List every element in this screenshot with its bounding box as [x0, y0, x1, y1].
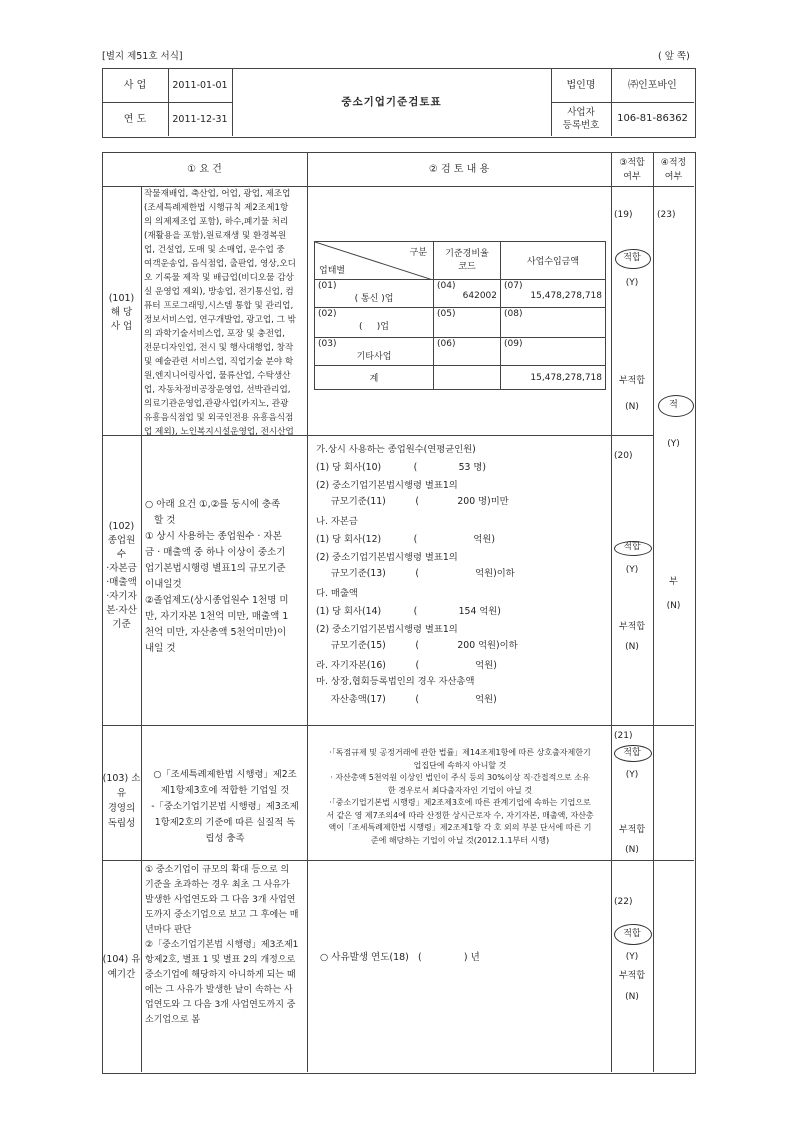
- s102-opt: 부: [669, 577, 678, 587]
- form-title: 중소기업기준검토표: [341, 96, 442, 108]
- s102-fit: 적합: [623, 542, 641, 552]
- s102-requirement: ○ 아래 요건 ①,②를 동시에 충족 할 것 ① 상시 사용하는 종업원수 · 자본 금 · 매출액 중 하나 이상이 중소기 업기본법시행령 별표1의 규모기준 이내일것 ②졸업제도(상시종업원수 1천명 미 만, 자기자본 1천억 미만, 매출액 1 천억 미만, 자산총액 5천억미만)이 내일 것: [145, 499, 289, 654]
- s102-unfit-n: (N): [625, 642, 639, 652]
- s104-review: ○ 사유발생 연도(18) ( ) 년: [320, 952, 480, 963]
- s104-fit: 적합: [623, 929, 641, 939]
- s102-fit-no: (20): [614, 451, 633, 461]
- period-end: 2011-12-31: [172, 114, 228, 125]
- s104-fit-no: (22): [614, 897, 633, 907]
- period-label-2: 연 도: [123, 114, 147, 125]
- s102-opt-y: (Y): [667, 439, 680, 449]
- s103-requirement: ○「조세특례제한법 시행령」제2조 제1항제3호에 적합한 기업일 것 -「중소기업기본법 시행령」제3조제 1항제2호의 기준에 따른 실질적 독 립성 충족: [151, 769, 299, 844]
- corp-name-label: 법인명: [566, 80, 596, 91]
- col-opt-header: ④적정: [660, 158, 687, 168]
- corp-name: ㈜인포바인: [628, 80, 677, 91]
- s101-label-1: (101): [108, 293, 135, 304]
- period-label-1: 사 업: [123, 80, 147, 91]
- s104-label-2: 예기간: [107, 969, 136, 980]
- form-label: [별지 제51호 서식]: [102, 51, 183, 62]
- s104-unfit-n: (N): [625, 992, 639, 1002]
- s102-label: (102) 종업원 수 ·자본금 ·매출액 ·자기자 본·자산 기준: [106, 521, 137, 630]
- period-start: 2011-01-01: [172, 80, 228, 91]
- s102-review: 가.상시 사용하는 종업원수(연평균인원) (1) 당 회사(10) ( 53 명) (2) 중소기업기본법시행령 별표1의 규모기준(11) ( 200 명)미만 나. 자본금 (1) 당 회사(12) ( 억원) (2) 중소기업기본법시행령 별표1의 규모기준(13) ( 억원)이하 다. 매출액 (1) 당 회사(14) ( 154 억원) (2) 중소기업기본법시행령 별표1의 규모기준(15) ( 200 억원)이하 라. 자기자본(16) ( 억원) 마. 상장,협회등록법인의 경우 자산총액 자산총액(17) ( 억원): [316, 444, 518, 705]
- s103-fit-y: (Y): [625, 770, 639, 780]
- reg-label-1: 사업자: [567, 107, 595, 118]
- s102-unfit: 부적합: [618, 622, 646, 632]
- s101-label-3: 사 업: [110, 321, 133, 332]
- s101-label-2: 해 당: [110, 307, 133, 318]
- s102-fit-y: (Y): [625, 565, 639, 575]
- s104-requirement: ① 중소기업이 규모의 확대 등으로 의 기준을 초과하는 경우 최초 그 사유가 발생한 사업연도와 그 다음 3개 사업연 도까지 중소기업으로 보고 그 후에는 매 년마다 판단 ②「중소기업기본법 시행령」제3조제1 항제2호, 별표 1 및 별표 2의 개정으로 중소기업에 해당하지 아니하게 되는 때 에는 그 사유가 발생한 날이 속하는 사 업연도와 그 다음 3개 사업연도까지 중 소기업으로 봄: [145, 865, 299, 1025]
- col-fit-header: ③적합: [619, 158, 645, 168]
- s101-fit-y: (Y): [625, 278, 639, 288]
- s101-fit-no: (19): [614, 210, 633, 220]
- s104-fit-y: (Y): [625, 952, 639, 962]
- col-fit-header-2: 여부: [623, 172, 641, 182]
- s103-fit-no: (21): [614, 731, 633, 741]
- s103-review: ·「독점규제 및 공정거래에 관한 법률」제14조제1항에 따른 상호출자제한기 업집단에 속하지 아니할 것 · 자산총액 5천억원 이상인 법인이 주식 등의 30%이상 직·간접적으로 소유 한 경우로서 최다출자자인 기업이 아닐 것 ·「중소기업기본법 시행령」제2조제3호에 따른 관계기업에 속하는 기업으로 서 같은 영 제7조의4에 따라 산정한 상시근로자 수, 자기자본, 매출액, 자산총 액이「조세특례제한법 시행령」제2조제1항 각 호 외의 부분 단서에 따른 기 준에 해당하는 기업이 아닐 것(2012.1.1부터 시행): [326, 748, 594, 845]
- page-side-label: ( 앞 쪽): [658, 51, 690, 62]
- s103-fit: 적합: [623, 748, 641, 758]
- s101-unfit: 부적합: [618, 376, 646, 386]
- s101-requirement: 작물재배업, 축산업, 어업, 광업, 제조업 (조세특례제한법 시행규칙 제2조제1항 의 의제제조업 포함), 하수,폐기물 처리 (재활용을 포함),원료재생 및 환경복원 업, 건설업, 도매 및 소매업, 운수업 중 여객운송업, 음식점업, 출판업, 영상,오디 오 기록물 제작 및 배급업(비디오물 감상 실 운영업 제외), 방송업, 전기통신업, 컴 퓨터 프로그래밍,시스템 통합 및 관리업, 정보서비스업, 연구개발업, 광고업, 그 밖 의 과학기술서비스업, 포장 및 충전업, 전문디자인업, 전시 및 행사대행업, 창작 및 예술관련 서비스업, 직업기술 분야 학 원,엔지니어링사업, 물류산업, 수탁생산 업, 자동차정비공장운영업, 선박관리업, 의료기관운영업,관광사업(카지노, 관광 유흥음식점업 및 외국인전용 유흥음식점 업 제외), 노인복지시설운영업, 전시산업: [144, 189, 296, 437]
- s104-label-1: (104) 유: [102, 954, 141, 965]
- s101-opt-no: (23): [657, 210, 676, 220]
- s101-unfit-n: (N): [625, 402, 639, 412]
- s103-label: (103) 소 유 경영의 독립성: [102, 773, 141, 829]
- s103-unfit-n: (N): [625, 845, 639, 855]
- col-req-header: ① 요 건: [187, 164, 222, 175]
- reg-label-2: 등록번호: [562, 120, 600, 131]
- s103-unfit: 부적합: [618, 825, 646, 835]
- col-review-header: ② 검 토 내 용: [428, 164, 490, 175]
- col-opt-header-2: 여부: [664, 172, 683, 182]
- s101-opt: 적: [669, 400, 678, 410]
- s102-opt-n: (N): [666, 601, 681, 611]
- reg-number: 106-81-86362: [617, 113, 688, 124]
- s104-unfit: 부적합: [618, 971, 646, 981]
- s101-business-table: 구분 업태별 기준경비율 코드 사업수입금액 (01) ( 통신 )업 (04) 642002 (07) 15,478,278,718 (02) ( )업 (05) (08) (03) 기타사업 (06) (09) 계 15,478,278,718: [314, 241, 606, 390]
- s101-fit: 적합: [623, 253, 641, 263]
